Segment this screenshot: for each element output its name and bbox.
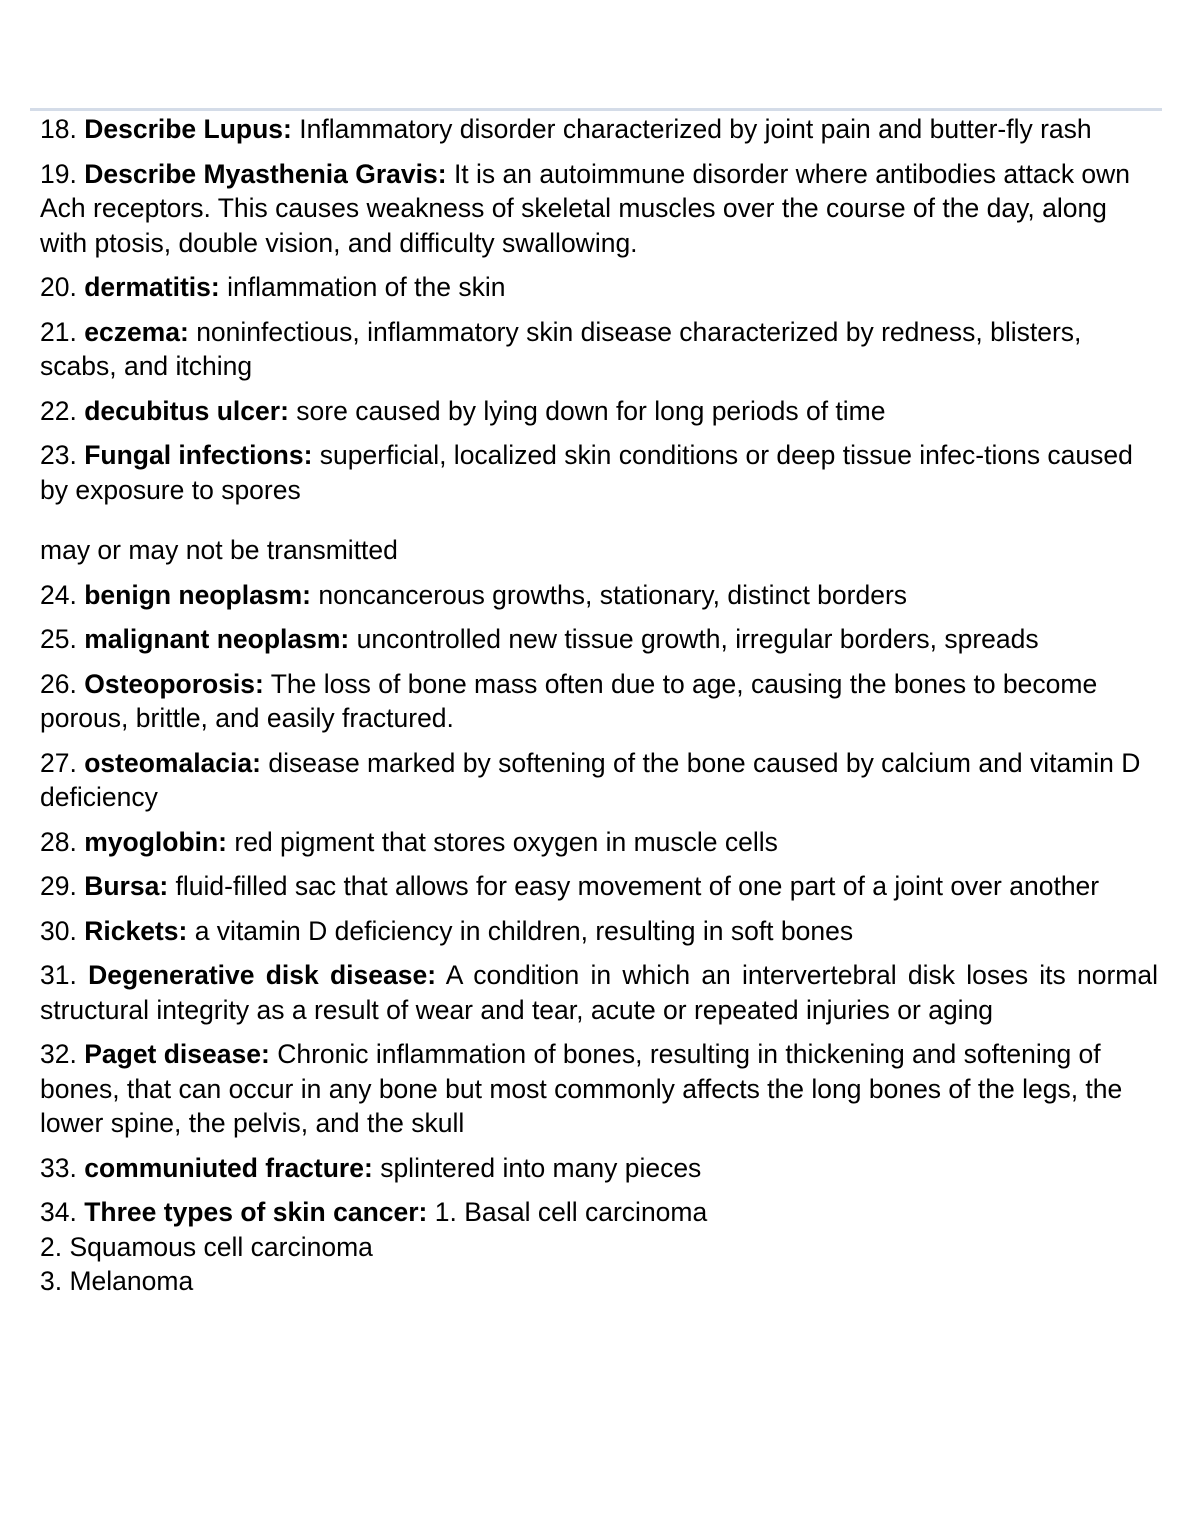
entry-number: 22. bbox=[40, 395, 77, 426]
entry-18 bbox=[40, 112, 1158, 147]
entry-number: 20. bbox=[40, 272, 77, 302]
entry-definition: disease marked by softening of the bone caused by calcium and vitamin D deficiency bbox=[40, 747, 1141, 812]
entry-definition: The loss of bone mass often due to age, causing the bones to become porous, brittle, and easily fractured. bbox=[40, 668, 1098, 733]
entry-21 bbox=[40, 315, 1158, 384]
entry-term: Rickets: bbox=[84, 915, 188, 946]
entry-20 bbox=[40, 270, 1158, 305]
entry-definition: red pigment that stores oxygen in muscle cells bbox=[234, 826, 778, 857]
entry-number: 32. bbox=[40, 1039, 77, 1069]
flashcard-list bbox=[40, 112, 1158, 1299]
entry-31 bbox=[40, 958, 1158, 1027]
entry-definition: noninfectious, inflammatory skin disease characterized by redness, blisters, scabs, and itching bbox=[40, 316, 1082, 381]
entry-definition: superficial, localized skin conditions or deep tissue infec-tions caused by exposure to spores bbox=[40, 440, 1133, 505]
entry-definition: noncancerous growths, stationary, distinct borders bbox=[318, 579, 908, 610]
entry-number: 31. bbox=[40, 960, 77, 990]
entry-27 bbox=[40, 746, 1158, 815]
skin-cancer-type-2: 2. Squamous cell carcinoma bbox=[40, 1231, 373, 1262]
entry-term: Osteoporosis: bbox=[84, 668, 264, 699]
entry-term: benign neoplasm: bbox=[84, 579, 311, 610]
entry-definition: Chronic inflammation of bones, resulting in thickening and softening of bones, that can occur in any bone but most commonly affects the long bones of the legs, the lower spine, the pelvis, and the skull bbox=[40, 1039, 1123, 1138]
entry-definition: 1. Basal cell carcinoma bbox=[434, 1197, 708, 1227]
entry-30 bbox=[40, 914, 1158, 949]
entry-number: 25. bbox=[40, 624, 77, 654]
entry-19 bbox=[40, 157, 1158, 261]
entry-term: decubitus ulcer: bbox=[84, 395, 289, 426]
entry-34 bbox=[40, 1195, 1158, 1230]
entry-number: 28. bbox=[40, 826, 77, 857]
entry-term: Describe Lupus: bbox=[84, 114, 292, 144]
entry-number: 30. bbox=[40, 915, 77, 946]
entry-definition: A condition in which an intervertebral disk loses its normal structural integrity as a result of wear and tear, acute or repeated injuries or aging bbox=[40, 960, 1158, 1025]
entry-number: 23. bbox=[40, 440, 77, 470]
entry-25 bbox=[40, 622, 1158, 657]
entry-definition: sore caused by lying down for long periods of time bbox=[296, 395, 886, 426]
entry-term: Paget disease: bbox=[84, 1039, 270, 1069]
entry-term: Three types of skin cancer: bbox=[84, 1197, 428, 1227]
entry-definition: splintered into many pieces bbox=[380, 1152, 702, 1183]
entry-number: 19. bbox=[40, 158, 77, 189]
entry-definition: a vitamin D deficiency in children, resulting in soft bones bbox=[194, 915, 854, 946]
entry-33 bbox=[40, 1151, 1158, 1186]
entry-number: 27. bbox=[40, 747, 77, 778]
entry-term: communiuted fracture: bbox=[84, 1152, 373, 1183]
entry-number: 26. bbox=[40, 668, 77, 699]
entry-28 bbox=[40, 825, 1158, 860]
entry-number: 24. bbox=[40, 579, 77, 610]
entry-definition: uncontrolled new tissue growth, irregular borders, spreads bbox=[356, 624, 1039, 654]
entry-term: eczema: bbox=[84, 316, 189, 347]
fungal-note: may or may not be transmitted bbox=[40, 535, 398, 565]
entry-32 bbox=[40, 1037, 1158, 1141]
entry-number: 29. bbox=[40, 871, 77, 901]
entry-number: 34. bbox=[40, 1197, 77, 1227]
paragraph-gap bbox=[40, 507, 1158, 533]
entry-term: osteomalacia: bbox=[84, 747, 261, 778]
entry-term: Degenerative disk disease: bbox=[88, 960, 437, 990]
entry-definition: fluid-filled sac that allows for easy movement of one part of a joint over another bbox=[175, 871, 1100, 901]
entry-24 bbox=[40, 578, 1158, 613]
entry-number: 21. bbox=[40, 316, 77, 347]
entry-number: 18. bbox=[40, 114, 77, 144]
skin-cancer-type-3: 3. Melanoma bbox=[40, 1266, 194, 1296]
entry-29 bbox=[40, 869, 1158, 904]
entry-23 bbox=[40, 438, 1158, 507]
entry-term: malignant neoplasm: bbox=[84, 624, 350, 654]
entry-22 bbox=[40, 394, 1158, 429]
entry-definition: It is an autoimmune disorder where antibodies attack own Ach receptors. This causes weakness of skeletal muscles over the course of the day, along with ptosis, double vision, and difficulty swallowing. bbox=[40, 158, 1131, 258]
entry-term: myoglobin: bbox=[84, 826, 228, 857]
entry-definition: inflammation of the skin bbox=[227, 272, 506, 302]
entry-number: 33. bbox=[40, 1152, 77, 1183]
entry-definition: Inflammatory disorder characterized by joint pain and butter-fly rash bbox=[299, 114, 1092, 144]
top-divider bbox=[30, 108, 1162, 111]
entry-term: Describe Myasthenia Gravis: bbox=[84, 158, 447, 189]
entry-term: Bursa: bbox=[84, 871, 169, 901]
entry-term: dermatitis: bbox=[84, 272, 220, 302]
entry-26 bbox=[40, 667, 1158, 736]
entry-term: Fungal infections: bbox=[84, 440, 313, 470]
